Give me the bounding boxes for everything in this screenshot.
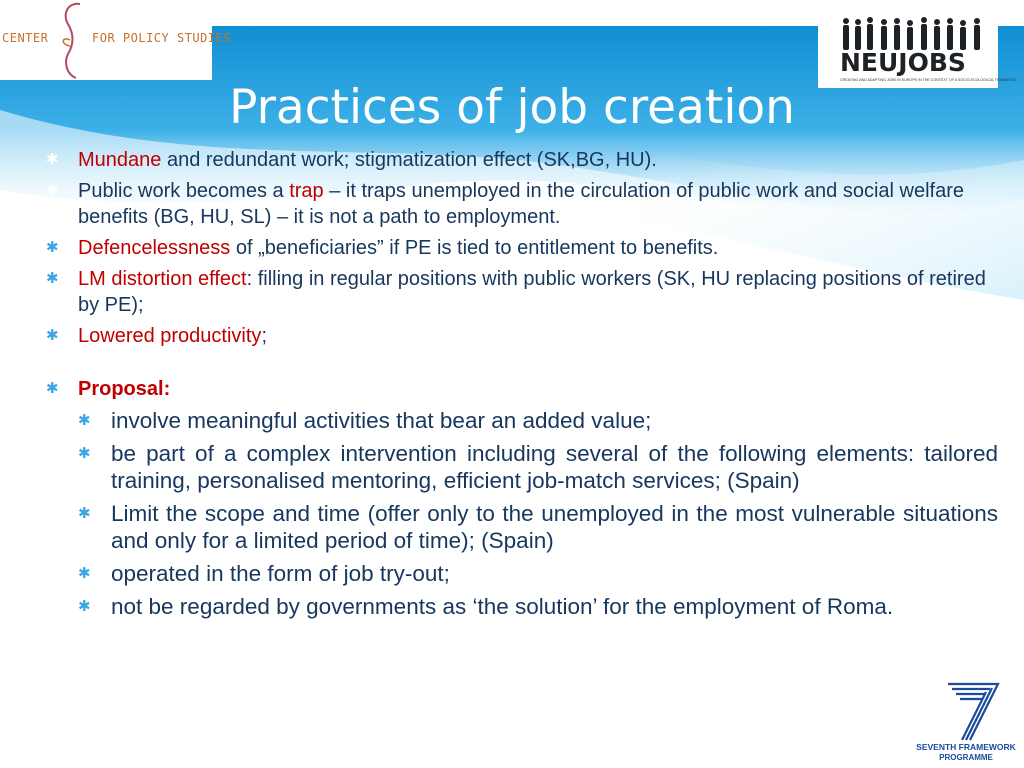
fp7-seven-icon (908, 676, 1024, 742)
bullet-asterisk-icon: ✱ (46, 239, 59, 256)
bullet-asterisk-icon: ✱ (46, 380, 59, 397)
neujobs-tagline: CREATING AND ADAPTING JOBS IN EUROPE IN THE CONTEXT OF A SOCIO-ECOLOGICAL TRANSITION (840, 78, 1017, 82)
proposal-label: Proposal: (78, 378, 171, 400)
sub-bullet-asterisk-icon: ✱ (78, 598, 91, 615)
bullet-asterisk-icon: ✱ (46, 151, 59, 168)
spacer (46, 354, 998, 376)
bullet-lm-distortion (46, 266, 998, 318)
bullet-highlight: Lowered productivity (78, 325, 262, 347)
bullet-text: and redundant work; stigmatization effect (SK,BG, HU). (161, 149, 657, 171)
proposal-item (78, 407, 998, 434)
bullet-asterisk-icon: ✱ (46, 182, 59, 199)
bullet-highlight: trap (289, 180, 324, 202)
cps-logo-word-policy-studies: FOR POLICY STUDIES (92, 31, 232, 45)
bullet-trap (46, 178, 998, 230)
bullet-productivity (46, 323, 998, 349)
bullet-text: of „beneficiaries” if PE is tied to entitlement to benefits. (230, 237, 719, 259)
sub-bullet-asterisk-icon: ✱ (78, 445, 91, 462)
bullet-proposal (46, 376, 998, 402)
bullet-defencelessness (46, 235, 998, 261)
bullet-highlight: Mundane (78, 149, 162, 171)
proposal-item (78, 593, 998, 620)
slide-title: Practices of job creation (229, 80, 795, 135)
bullet-text-post: – it traps unemployed in the circulation of public work and social welfare benefits (BG, HU, SL) – it is not a path to employment. (78, 180, 965, 228)
proposal-item (78, 440, 998, 494)
proposal-item-text: involve meaningful activities that bear an added value; (111, 408, 652, 433)
proposal-item-text: operated in the form of job try-out; (111, 561, 450, 586)
sub-bullet-asterisk-icon: ✱ (78, 565, 91, 582)
bullet-text-pre: Public work becomes a (78, 180, 290, 202)
bullet-text: ; (261, 325, 267, 347)
bullet-asterisk-icon: ✱ (46, 327, 59, 344)
fp7-line2: PROGRAMME (939, 753, 993, 762)
sub-bullet-asterisk-icon: ✱ (78, 505, 91, 522)
bullet-highlight: LM distortion effect (78, 268, 247, 290)
proposal-item (78, 560, 998, 587)
bullet-highlight: Defencelessness (78, 237, 231, 259)
fp7-line1: SEVENTH FRAMEWORK (916, 742, 1016, 752)
proposal-item-text: be part of a complex intervention including several of the following elements: tailored training, personalised mentoring, efficient job-match services; (Spain) (111, 441, 998, 493)
proposal-item-text: not be regarded by governments as ‘the solution’ for the employment of Roma. (111, 594, 894, 619)
bullet-mundane (46, 147, 998, 173)
bullet-text: : filling in regular positions with public workers (SK, HU replacing positions of retired by PE); (78, 268, 986, 316)
slide-content (46, 147, 998, 626)
proposal-item (78, 500, 998, 554)
cps-logo-word-center: CENTER (2, 31, 49, 45)
neujobs-logo-text: NEUJOBS (840, 48, 966, 77)
sub-bullet-asterisk-icon: ✱ (78, 412, 91, 429)
cps-logo (0, 0, 232, 80)
neujobs-logo (818, 4, 1017, 88)
fp7-logo (908, 676, 1024, 768)
bullet-asterisk-icon: ✱ (46, 270, 59, 287)
proposal-item-text: Limit the scope and time (offer only to the unemployed in the most vulnerable situations and only for a limited period of time); (Spain) (111, 501, 998, 553)
neujobs-people-icon (840, 16, 986, 52)
cps-logo-swirl-icon (50, 0, 90, 80)
